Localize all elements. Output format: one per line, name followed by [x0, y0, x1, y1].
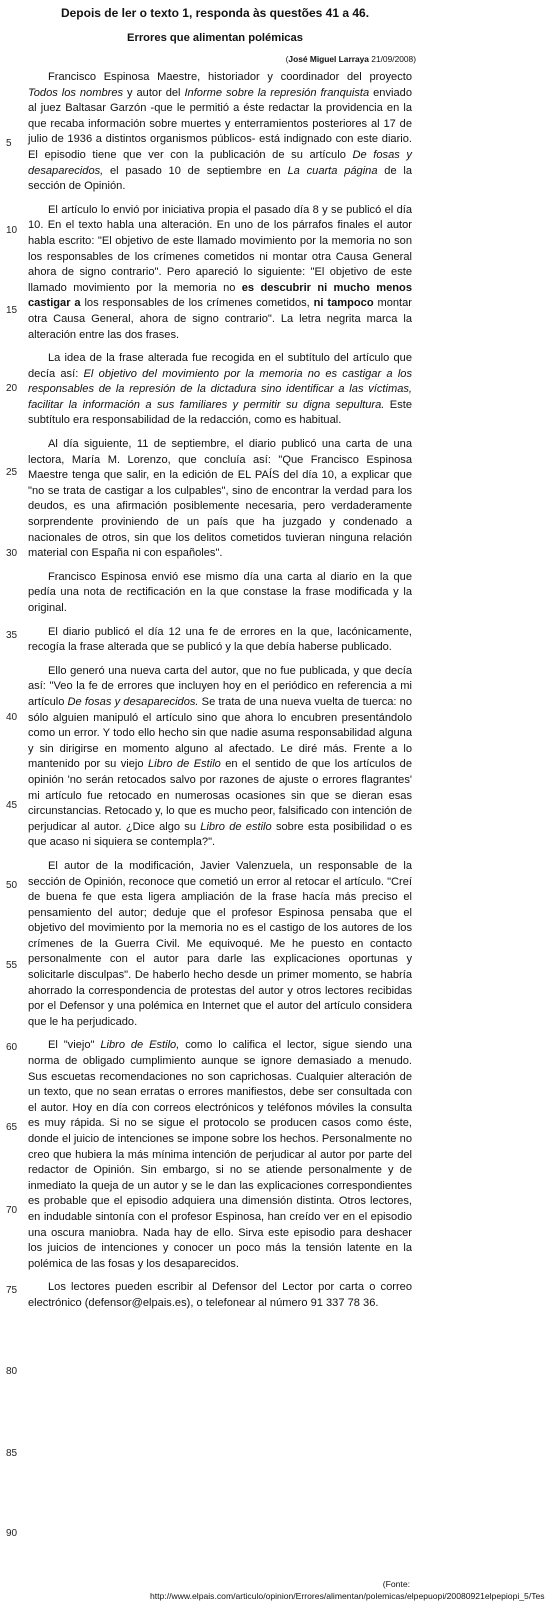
text-segment: de la sección de Opinión.	[28, 164, 413, 193]
text-segment: y autor del	[123, 86, 185, 99]
article-paragraph	[28, 664, 412, 851]
line-number: 25	[6, 467, 18, 478]
line-number: 35	[6, 630, 18, 641]
text-segment: el pasado 10 de septiembre en	[103, 164, 288, 177]
text-segment: Francisco Espinosa Maestre, historiador y coordinador del proyecto	[48, 71, 412, 83]
line-number: 80	[6, 1366, 18, 1377]
line-number: 5	[6, 138, 12, 149]
italic-text: El objetivo del movimiento por la memoria no es castigar a los responsables de la represión de la dictadura sino identificar a las víctimas, facilitar la información a sus familiares y permitir su digna sepultura.	[28, 367, 412, 411]
line-number: 75	[6, 1285, 18, 1296]
instruction-heading: Depois de ler o texto 1, responda às questões 41 a 46.	[60, 6, 370, 20]
line-number: 70	[6, 1205, 18, 1216]
article-paragraph	[28, 203, 412, 343]
line-number: 90	[6, 1528, 18, 1539]
text-segment: El "viejo"	[48, 1039, 101, 1052]
italic-text: Libro de estilo	[200, 820, 272, 833]
byline-date: 21/09/2008	[371, 54, 414, 64]
italic-text: La cuarta página	[287, 164, 378, 177]
text-segment: Se trata de una nueva vuelta de tuerca: no sólo alguien manipuló el artículo sino que ahora lo encubren presentándolo como un error. Y todo ello hecho sin que nadie asuma responsabilidad alguna y sin dirigirse en momento alguno al afectado. Le diré más. Frente a lo mantenido por su viejo	[28, 695, 412, 771]
article-paragraph	[28, 625, 412, 656]
italic-text: Informe sobre la represión franquista	[184, 86, 370, 99]
line-number: 60	[6, 1042, 18, 1053]
article-paragraph	[28, 570, 412, 617]
text-segment: Al día siguiente, 11 de septiembre, el diario publicó una carta de una lectora, María M. Lorenzo, que concluía así: "Que Francisco Espinosa Maestre tenga que salir, en la edición de EL PAÍS del día 10, a explicar que "no se trata de castigar a los culpables", sino de encontrar la verdad para los deudos, es una afirmación posiblemente necesaria, pero verdaderamente sorprendente proviniendo de un país que ha juzgado y condenado a nacionales de otros, sin que los delitos cometidos tuvieran ninguna relación material con España ni con españoles".	[28, 438, 412, 560]
italic-text: De fosas y desaparecidos.	[67, 695, 199, 708]
bold-text: es descubrir ni mucho menos castigar a	[28, 281, 412, 310]
article-paragraph	[28, 70, 412, 195]
italic-text: De fosas y desaparecidos,	[28, 148, 412, 177]
byline-author: José Miguel Larraya	[288, 54, 369, 64]
italic-text: Libro de Estilo,	[100, 1039, 180, 1052]
italic-text: Todos los nombres	[28, 86, 124, 99]
article-paragraph	[28, 351, 412, 429]
line-number: 45	[6, 800, 18, 811]
line-number: 65	[6, 1122, 18, 1133]
article-body	[28, 70, 412, 1320]
text-segment: enviado al juez Baltasar Garzón -que le permitió a éste redactar la providencia en la que recaba información sobre muertes y enterramientos posteriores al 17 de julio de 1936 a distintos organismos públicos- está indignado con este diario. El episodio tiene que ver con la publicación de su artículo	[28, 86, 412, 161]
text-segment: los responsables de los crímenes cometidos,	[80, 297, 314, 310]
line-number: 85	[6, 1448, 18, 1459]
article-paragraph	[28, 1280, 412, 1311]
source-citation: (Fonte: http://www.elpais.com/articulo/opinion/Errores/alimentan/polemicas/elpepuopi/20080921elpepiopi_5/Tes	[150, 1579, 545, 1601]
text-segment: en el sentido de que los artículos de opinión 'no serán retocados salvo por razones de ajuste o errores flagrantes' mi artículo fue retocado en numerosas ocasiones sin que se dieran esas circunstancias. Retocado y, lo que es mucho peor, falsificado con intención de perjudicar al autor. ¿Dice algo su	[28, 758, 413, 833]
line-number: 55	[6, 960, 18, 971]
text-segment: Ello generó una nueva carta del autor, que no fue publicada, y que decía así: "Veo la fe de errores que incluyen hoy en el periódico en referencia a mi artículo	[28, 664, 412, 708]
line-number: 15	[6, 305, 18, 316]
line-number: 40	[6, 712, 18, 723]
line-number: 20	[6, 383, 18, 394]
article-paragraph	[28, 1038, 412, 1272]
line-number: 50	[6, 880, 18, 891]
text-segment: Los lectores pueden escribir al Defensor del Lector por carta o correo electrónico (defensor@elpais.es), o telefonear al número 91 337 78 36.	[28, 1281, 412, 1309]
article-title: Errores que alimentan polémicas	[127, 32, 303, 44]
article-paragraph	[28, 859, 412, 1031]
line-number: 30	[6, 548, 18, 559]
text-segment: El artículo lo envió por iniciativa propia el pasado día 8 y se publicó el día 10. En el texto habla una alteración. En uno de los párrafos finales el autor habla escrito: "El objetivo de este llamado movimiento por la memoria no son los responsables de los crímenes cometidos ni montar otra Causa General ahora de signo contrario". Pero apareció lo siguiente: "El objetivo de este llamado movimiento por la memoria no	[28, 203, 412, 294]
text-segment: Francisco Espinosa envió ese mismo día una carta al diario en la que pedía una nota de rectificación en la que constase la frase modificada y la original.	[28, 570, 412, 614]
bold-text: ni tampoco	[313, 297, 374, 310]
line-number: 10	[6, 225, 18, 236]
article-paragraph	[28, 437, 412, 562]
text-segment: Este subtítulo era responsabilidad de la redacción, como es habitual.	[28, 398, 412, 427]
byline: (José Miguel Larraya 21/09/2008)	[285, 54, 416, 64]
text-segment: montar otra Causa General, ahora de signo contrario". La letra negrita marca la alteración entre las dos frases.	[28, 297, 413, 341]
text-segment: El diario publicó el día 12 una fe de errores en la que, lacónicamente, recogía la frase alterada que se publicó y la que debía haberse publicado.	[28, 625, 412, 654]
text-segment: sobre esta posibilidad o es que acaso ni siquiera se contempla?".	[28, 820, 412, 849]
italic-text: Libro de Estilo	[147, 758, 221, 771]
text-segment: como lo califica el lector, sigue siendo una norma de obligado cumplimiento aunque se ignore demasiado a menudo. Sus escuetas recomendaciones no son caprichosas. Cualquier alteración de un texto, que no sean erratas o errores manifiestos, debe ser consultada con el autor. Hoy en día con correos electrónicos y teléfonos móviles la consulta es muy rápida. Si no se sigue el protocolo se producen casos como éste, donde el juicio de intenciones se impone sobre los hechos. Personalmente no creo que hubiera la más mínima intención de perjudicar al autor por parte del redactor de Opinión. Sin embargo, si no se atiende personalmente y de inmediato la queja de un autor y se le dan las explicaciones correspondientes es probable que el episodio adquiera una dimensión distinta. Otros lectores, en indudable sintonía con el profesor Espinosa, han creído ver en el episodio una oscura maniobra. Nada hay de ello. Sirva este episodio para deshacer los juicios de intenciones y conocer un poco más la tensión latente en la polémica de las fosas y los desaparecidos.	[28, 1039, 412, 1270]
text-segment: El autor de la modificación, Javier Valenzuela, un responsable de la sección de Opinión, reconoce que cometió un error al retocar el artículo. "Creí de buena fe que esta ligera ampliación de la frase hacía más preciso el pensamiento del autor; deduje que el profesor Espinosa pensaba que el objetivo del movimiento por la memoria no es el castigo de los autores de los crímenes de la Guerra Civil. Me equivoqué. Me he puesto en contacto personalmente con el autor para darle las explicaciones oportunas y solicitarle disculpas". De haberlo hecho desde un primer momento, se habría ahorrado la correspondencia de protestas del autor y otros lectores recibidas por el Defensor y una polémica en Internet que el autor del artículo considera que le ha perjudicado.	[28, 859, 412, 1028]
text-segment: La idea de la frase alterada fue recogida en el subtítulo del artículo que decía así:	[28, 352, 412, 380]
